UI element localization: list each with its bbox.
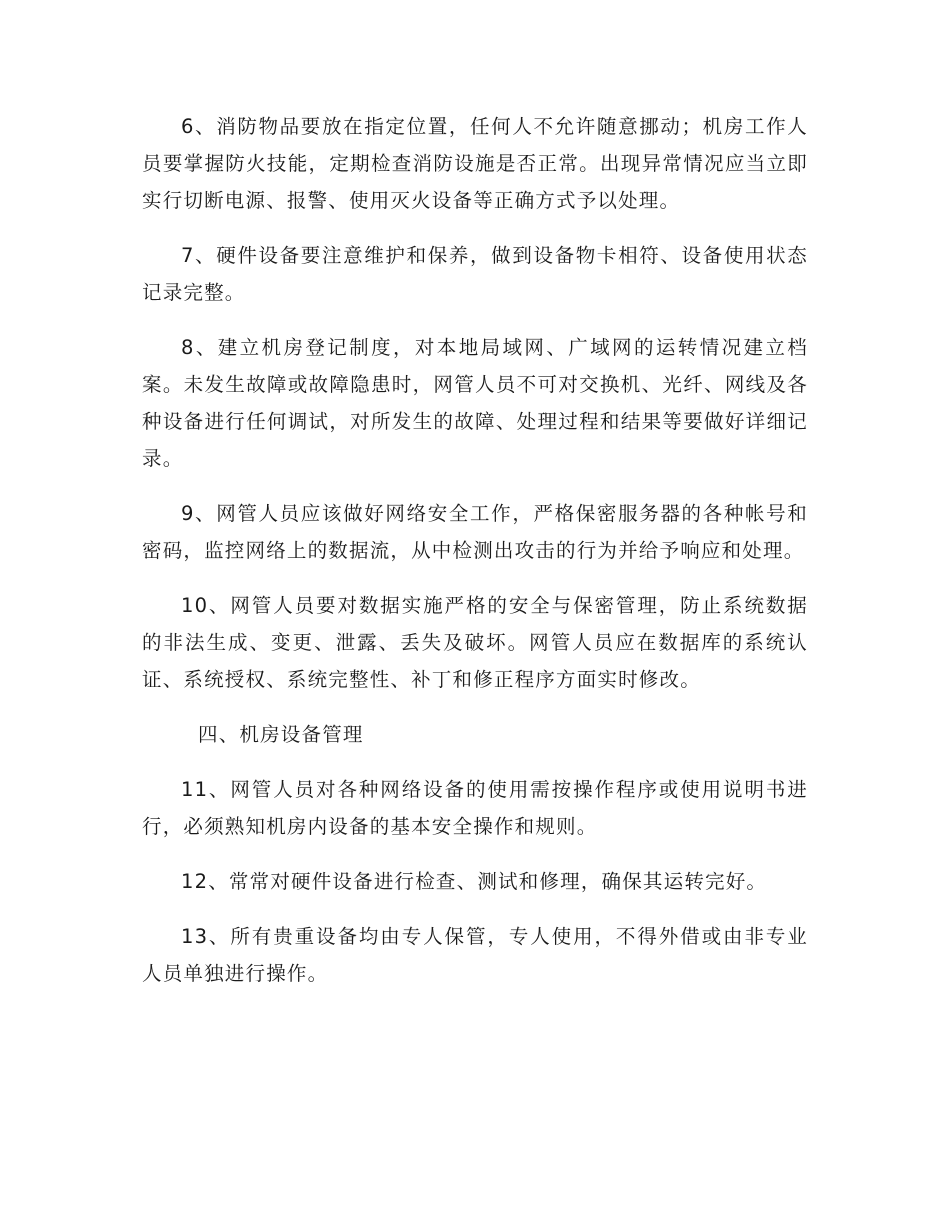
paragraph-item-6: 6、消防物品要放在指定位置，任何人不允许随意挪动；机房工作人员要掌握防火技能，定期检查消防设施是否正常。出现异常情况应当立即实行切断电源、报警、使用灭火设备等正确方式予以处理。 [142,115,808,212]
paragraph-item-11: 11、网管人员对各种网络设备的使用需按操作程序或使用说明书进行，必须熟知机房内设备的基本安全操作和规则。 [142,778,808,838]
paragraph-item-8: 8、建立机房登记制度，对本地局域网、广域网的运转情况建立档案。未发生故障或故障隐患时，网管人员不可对交换机、光纤、网线及各种设备进行任何调试，对所发生的故障、处理过程和结果等要做好详细记录。 [142,336,808,470]
paragraph-item-7: 7、硬件设备要注意维护和保养，做到设备物卡相符、设备使用状态记录完整。 [142,244,808,304]
document-page [142,108,808,1010]
paragraph-item-12: 12、常常对硬件设备进行检查、测试和修理，确保其运转完好。 [181,870,768,893]
paragraph-item-13: 13、所有贵重设备均由专人保管，专人使用，不得外借或由非专业人员单独进行操作。 [142,925,808,985]
paragraph-item-10: 10、网管人员要对数据实施严格的安全与保密管理，防止系统数据的非法生成、变更、泄露、丢失及破坏。网管人员应在数据库的系统认证、系统授权、系统完整性、补丁和修正程序方面实时修改。 [142,594,808,691]
paragraph-item-9: 9、网管人员应该做好网络安全工作，严格保密服务器的各种帐号和密码，监控网络上的数据流，从中检测出攻击的行为并给予响应和处理。 [142,502,808,562]
section-heading: 四、机房设备管理 [198,723,364,746]
